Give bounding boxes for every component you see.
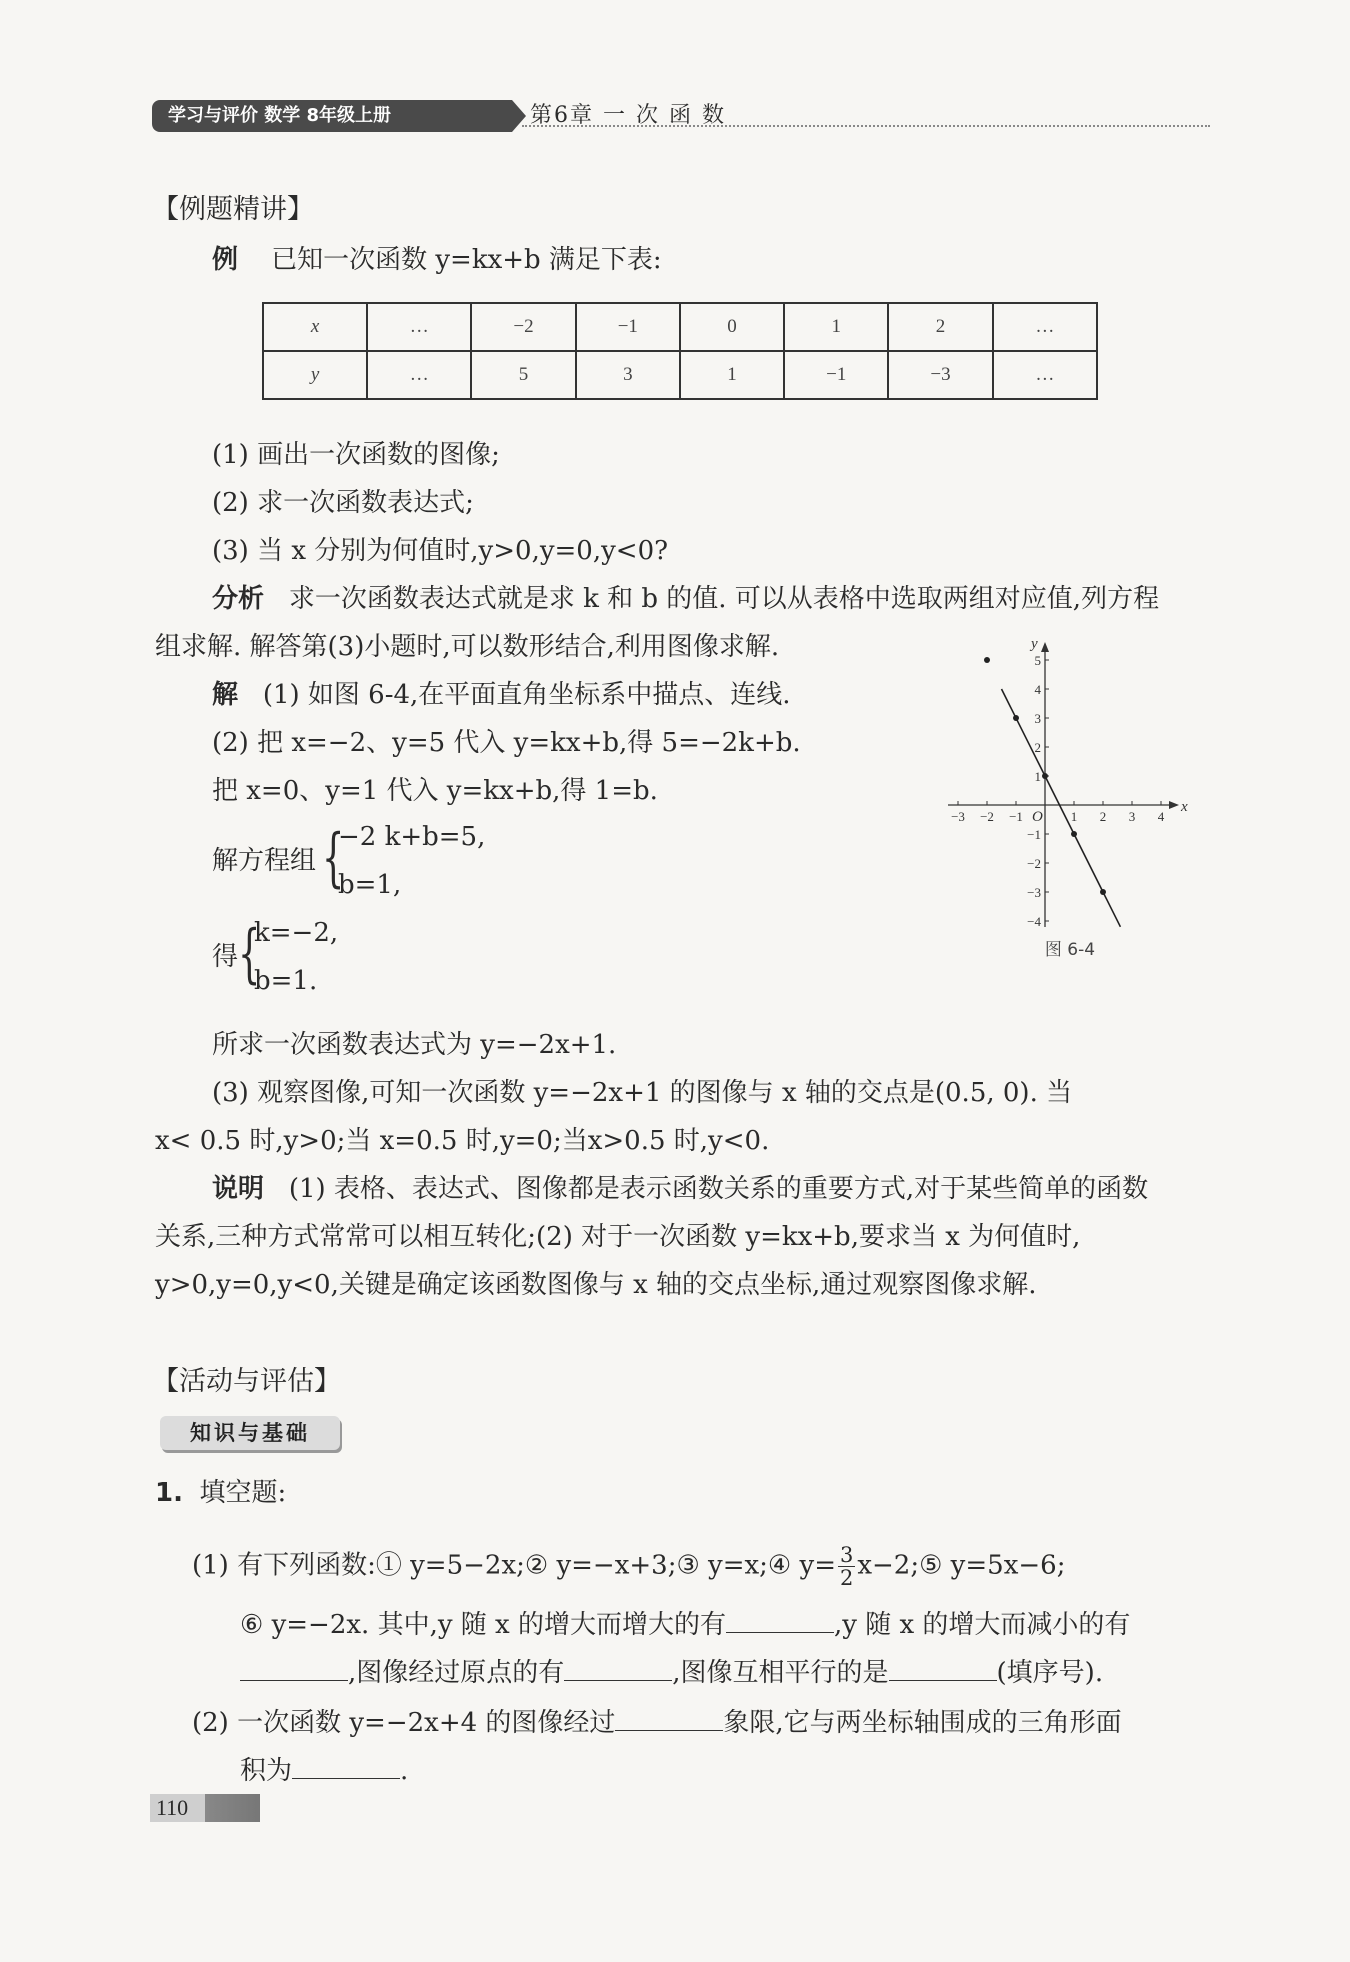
q1-2-line-2	[240, 1754, 408, 1786]
q1-heading	[155, 1478, 286, 1508]
example-label: 例	[212, 245, 239, 275]
y-axis-label: y	[1031, 636, 1038, 652]
analysis-line-2: 组求解. 解答第(3)小题时,可以数形结合,利用图像求解.	[155, 632, 780, 662]
table-cell: −2	[471, 303, 575, 351]
question-1: (1) 画出一次函数的图像;	[212, 440, 500, 470]
solution-line-2: (2) 把 x=−2、y=5 代入 y=kx+b,得 5=−2k+b.	[212, 728, 801, 758]
solution-text-1: (1) 如图 6-4,在平面直角坐标系中描点、连线.	[262, 680, 791, 710]
result-label: 得	[212, 942, 239, 972]
answer-blank-area[interactable]	[292, 1754, 400, 1779]
note-label: 说明	[212, 1174, 265, 1204]
table-cell: x	[263, 303, 367, 351]
x-tick-label: −3	[951, 809, 965, 824]
q1-1-line-1	[192, 1544, 1065, 1589]
note-line-2: 关系,三种方式常常可以相互转化;(2) 对于一次函数 y=kx+b,要求当 x 为何值时,	[155, 1222, 1081, 1252]
y-tick-label: 1	[1034, 769, 1041, 784]
q1-2-line-1-a: (2) 一次函数 y=−2x+4 的图像经过	[192, 1708, 616, 1738]
section-title-example: 【例题精讲】	[152, 194, 314, 225]
q1-1-line-2-b: ,y 随 x 的增大而减小的有	[833, 1610, 1131, 1640]
figure-6-4-graph	[940, 620, 1200, 970]
system-equation-2: b=1,	[338, 870, 402, 900]
table-cell: …	[367, 303, 471, 351]
q1-title: 填空题:	[199, 1478, 287, 1508]
q1-2-line-1-b: 象限,它与两坐标轴围成的三角形面	[723, 1708, 1122, 1738]
table-cell: −1	[576, 303, 680, 351]
x-tick-label: 1	[1070, 809, 1078, 824]
answer-blank-quadrants[interactable]	[615, 1706, 723, 1731]
fraction-3-2	[838, 1544, 855, 1589]
y-tick-label: 2	[1034, 740, 1041, 755]
solution-3-line-1: (3) 观察图像,可知一次函数 y=−2x+1 的图像与 x 轴的交点是(0.5, 0). 当	[212, 1078, 1073, 1108]
q1-1-line-1-b: x−2;⑤ y=5x−6;	[857, 1550, 1066, 1581]
answer-blank-origin[interactable]	[564, 1656, 672, 1681]
result-equation-1: k=−2,	[254, 918, 339, 948]
q1-1-line-3-a: ,图像经过原点的有	[348, 1658, 565, 1688]
solution-line-1	[212, 680, 791, 710]
x-tick-label: 4	[1157, 809, 1165, 824]
table-row	[263, 351, 1097, 399]
result-equation-2: b=1.	[254, 966, 318, 996]
example-prompt-text: 已知一次函数 y=kx+b 满足下表:	[271, 245, 662, 275]
value-table	[262, 302, 1098, 400]
q1-1-line-1-a: (1) 有下列函数:① y=5−2x;② y=−x+3;③ y=x;④ y=	[192, 1550, 836, 1581]
figure-caption: 图 6-4	[1044, 940, 1096, 960]
system-label: 解方程组	[212, 846, 317, 876]
book-title-badge: 学习与评价 数学 8年级上册	[152, 100, 512, 132]
note-line-1	[212, 1174, 1148, 1204]
answer-blank-decreasing[interactable]	[240, 1656, 348, 1681]
table-cell: …	[993, 351, 1097, 399]
q1-2-line-2-end: .	[400, 1756, 409, 1786]
q1-1-line-3-c: (填序号).	[996, 1658, 1104, 1688]
data-point	[1071, 831, 1077, 837]
conclusion: 所求一次函数表达式为 y=−2x+1.	[212, 1030, 617, 1060]
x-tick-label: 2	[1099, 809, 1107, 824]
y-tick-label: −4	[1027, 914, 1041, 929]
y-tick-label: −2	[1027, 856, 1041, 871]
header-rule	[522, 125, 1210, 127]
table-cell: −3	[888, 351, 992, 399]
x-axis-arrow	[1169, 801, 1179, 809]
y-tick-label: 5	[1034, 653, 1041, 668]
example-prompt	[212, 245, 662, 275]
table-cell: …	[993, 303, 1097, 351]
answer-blank-parallel[interactable]	[889, 1656, 997, 1681]
q1-2-line-2-text: 积为	[240, 1756, 293, 1786]
y-tick-label: −3	[1027, 885, 1041, 900]
q1-1-line-2	[240, 1608, 1130, 1640]
solution-line-3: 把 x=0、y=1 代入 y=kx+b,得 1=b.	[212, 776, 658, 806]
y-tick-label: 3	[1034, 711, 1041, 726]
table-row	[263, 303, 1097, 351]
note-line-3: y>0,y=0,y<0,关键是确定该函数图像与 x 轴的交点坐标,通过观察图像求解.	[155, 1270, 1037, 1300]
q1-2-line-1	[192, 1706, 1122, 1738]
fraction-denominator: 2	[839, 1566, 854, 1590]
solution-label: 解	[212, 680, 239, 710]
table-cell: −1	[784, 351, 888, 399]
x-tick-label: −1	[1009, 809, 1023, 824]
table-cell: 1	[680, 351, 784, 399]
question-3: (3) 当 x 分别为何值时,y>0,y=0,y<0?	[212, 536, 669, 566]
table-cell: 3	[576, 351, 680, 399]
data-point	[1100, 889, 1106, 895]
x-axis-label: x	[1181, 799, 1188, 815]
q1-number: 1.	[155, 1478, 183, 1508]
data-point	[1042, 773, 1048, 779]
q1-1-line-2-a: ⑥ y=−2x. 其中,y 随 x 的增大而增大的有	[240, 1610, 726, 1640]
page-number: 110	[150, 1794, 260, 1822]
q1-1-line-3-b: ,图像互相平行的是	[672, 1658, 889, 1688]
system-equation-1: −2 k+b=5,	[338, 822, 486, 852]
analysis-line-1	[212, 584, 1159, 614]
table-cell: 2	[888, 303, 992, 351]
analysis-label: 分析	[212, 584, 265, 614]
table-cell: 1	[784, 303, 888, 351]
answer-blank-increasing[interactable]	[726, 1608, 834, 1633]
analysis-text-1: 求一次函数表达式就是求 k 和 b 的值. 可以从表格中选取两组对应值,列方程	[288, 584, 1160, 614]
table-cell: 0	[680, 303, 784, 351]
table-cell: 5	[471, 351, 575, 399]
data-point	[984, 657, 990, 663]
chapter-title: 第6章 一 次 函 数	[530, 103, 726, 128]
origin-label: O	[1032, 809, 1043, 825]
fraction-numerator: 3	[839, 1543, 854, 1567]
table-cell: …	[367, 351, 471, 399]
q1-1-line-3	[240, 1656, 1103, 1688]
section-title-activity: 【活动与评估】	[152, 1366, 341, 1397]
table-cell: y	[263, 351, 367, 399]
data-point	[1013, 715, 1019, 721]
question-2: (2) 求一次函数表达式;	[212, 488, 474, 518]
x-tick-label: 3	[1128, 809, 1136, 824]
y-tick-label: −1	[1027, 827, 1041, 842]
solution-3-line-2: x< 0.5 时,y>0;当 x=0.5 时,y=0;当x>0.5 时,y<0.	[155, 1126, 770, 1156]
x-tick-label: −2	[980, 809, 994, 824]
y-axis-arrow	[1041, 642, 1049, 652]
note-text-1: (1) 表格、表达式、图像都是表示函数关系的重要方式,对于某些简单的函数	[288, 1174, 1149, 1204]
knowledge-basics-badge: 知识与基础	[160, 1416, 340, 1450]
left-brace-result: {	[238, 917, 261, 991]
left-brace-system: {	[322, 821, 345, 895]
y-tick-label: 4	[1034, 682, 1041, 697]
